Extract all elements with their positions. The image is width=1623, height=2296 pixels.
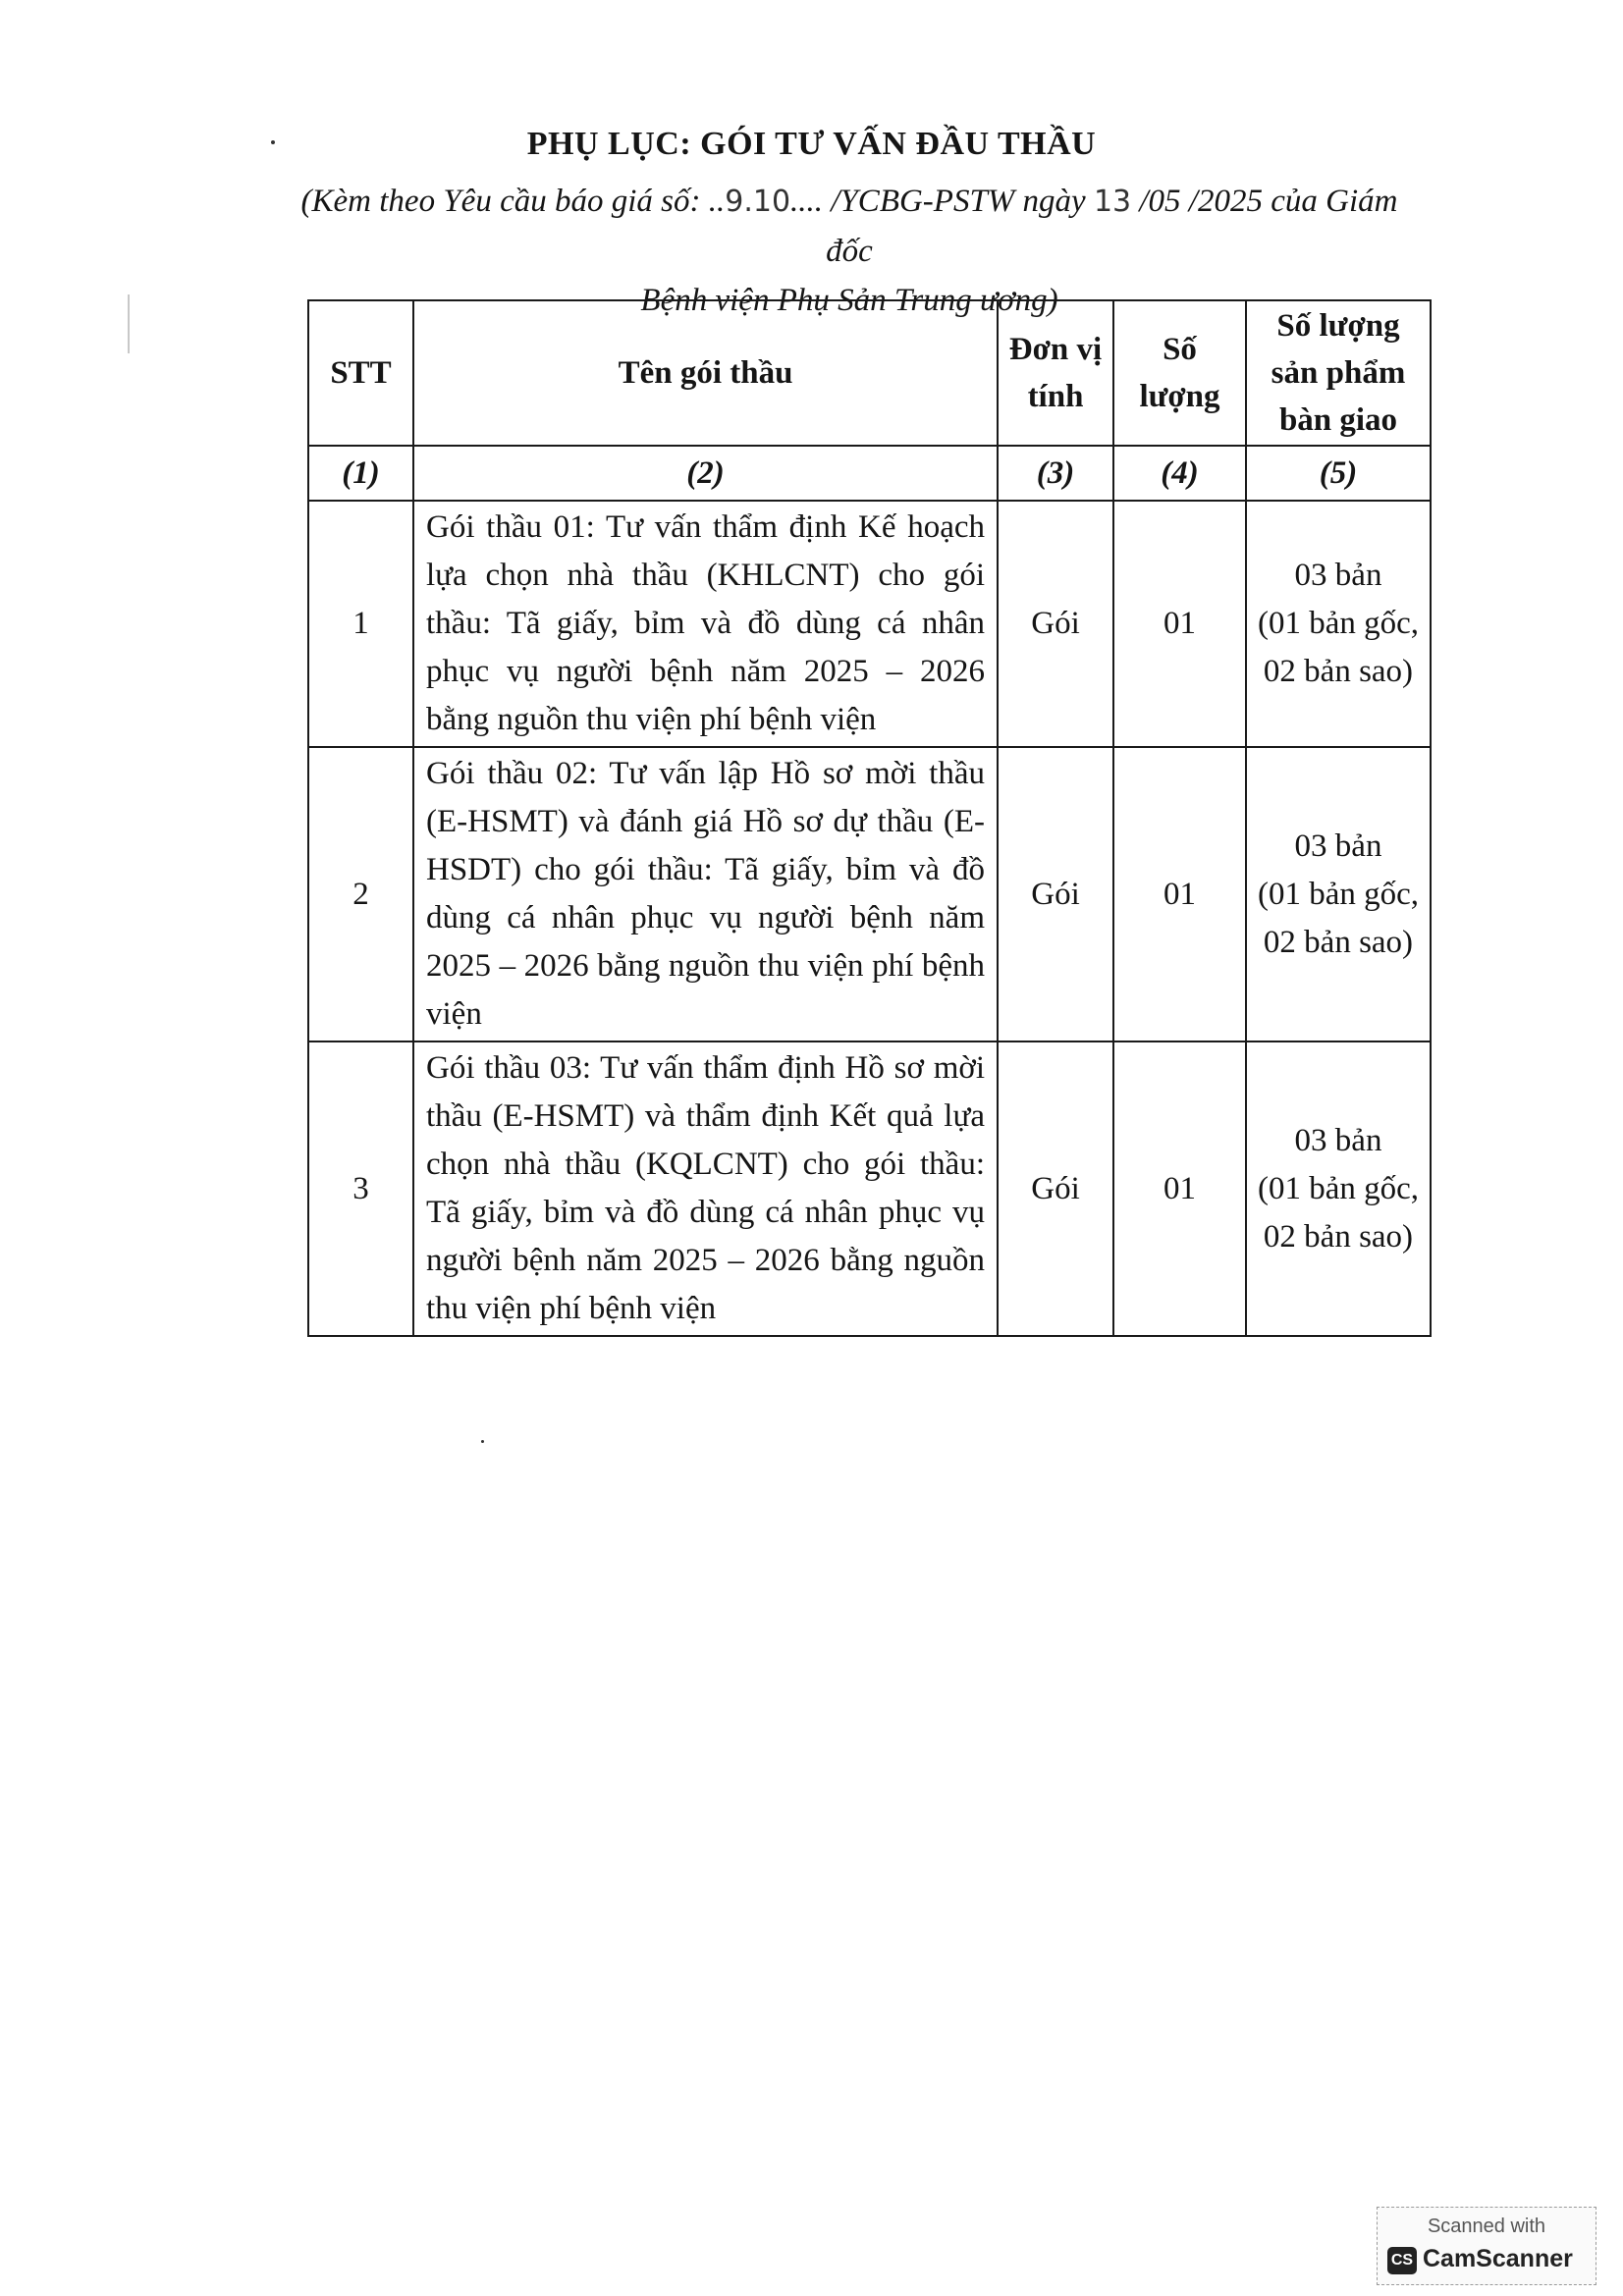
cell-quantity: 01: [1113, 747, 1246, 1041]
cell-deliverables: 03 bản (01 bản gốc, 02 bản sao): [1246, 747, 1431, 1041]
subtitle-text: .... /YCBG-PSTW ngày: [790, 184, 1094, 219]
cell-stt: 1: [308, 501, 413, 747]
cell-stt: 2: [308, 747, 413, 1041]
handwritten-request-number: 9.10: [725, 185, 791, 219]
cell-package-name: Gói thầu 01: Tư vấn thẩm định Kế hoạch lựa chọn nhà thầu (KHLCNT) cho gói thầu: Tã giấy, bỉm và đồ dùng cá nhân phục vụ người bệnh năm 2025 – 2026 bằng nguồn thu viện phí bệnh viện: [413, 501, 998, 747]
column-number: (2): [413, 446, 998, 501]
document-title: PHỤ LỤC: GÓI TƯ VẤN ĐẦU THẦU: [526, 126, 1097, 162]
cell-unit: Gói: [998, 501, 1113, 747]
handwritten-day: 13: [1093, 185, 1132, 219]
tender-package-table: [307, 299, 1432, 1337]
camscanner-watermark: [1377, 2207, 1596, 2285]
subtitle-text: /05 /2025 của Giám đốc: [826, 184, 1398, 269]
header-unit: Đơn vị tính: [998, 300, 1113, 446]
table-row: [308, 1041, 1431, 1336]
scan-edge-shadow: [128, 294, 130, 353]
cell-unit: Gói: [998, 1041, 1113, 1336]
cell-deliverables: 03 bản (01 bản gốc, 02 bản sao): [1246, 1041, 1431, 1336]
subtitle-line-2: Bệnh viện Phụ Sản Trung ương): [640, 283, 1058, 318]
subtitle-text: (Kèm theo Yêu cầu báo giá số: ..: [300, 184, 726, 219]
watermark-brand-name: CamScanner: [1423, 2245, 1573, 2272]
watermark-caption: Scanned with: [1427, 2216, 1546, 2237]
table-row: [308, 501, 1431, 747]
header-quantity: Số lượng: [1113, 300, 1246, 446]
scan-speck: [481, 1440, 484, 1443]
camscanner-logo-icon: CS: [1387, 2247, 1417, 2274]
header-deliverables: Số lượng sản phẩm bàn giao: [1246, 300, 1431, 446]
table-header-row: [308, 300, 1431, 446]
cell-unit: Gói: [998, 747, 1113, 1041]
cell-quantity: 01: [1113, 501, 1246, 747]
column-number: (5): [1246, 446, 1431, 501]
cell-package-name: Gói thầu 02: Tư vấn lập Hồ sơ mời thầu (E-HSMT) và đánh giá Hồ sơ dự thầu (E-HSDT) cho gói thầu: Tã giấy, bỉm và đồ dùng cá nhân phục vụ người bệnh năm 2025 – 2026 bằng nguồn thu viện phí bệnh viện: [413, 747, 998, 1041]
column-number: (4): [1113, 446, 1246, 501]
header-stt: STT: [308, 300, 413, 446]
cell-deliverables: 03 bản (01 bản gốc, 02 bản sao): [1246, 501, 1431, 747]
cell-package-name: Gói thầu 03: Tư vấn thẩm định Hồ sơ mời thầu (E-HSMT) và thẩm định Kết quả lựa chọn nhà thầu (KQLCNT) cho gói thầu: Tã giấy, bỉm và đồ dùng cá nhân phục vụ người bệnh năm 2025 – 2026 bằng nguồn thu viện phí bệnh viện: [413, 1041, 998, 1336]
column-number: (1): [308, 446, 413, 501]
cell-quantity: 01: [1113, 1041, 1246, 1336]
column-number-row: [308, 446, 1431, 501]
cell-stt: 3: [308, 1041, 413, 1336]
column-number: (3): [998, 446, 1113, 501]
header-package-name: Tên gói thầu: [413, 300, 998, 446]
table-row: [308, 747, 1431, 1041]
